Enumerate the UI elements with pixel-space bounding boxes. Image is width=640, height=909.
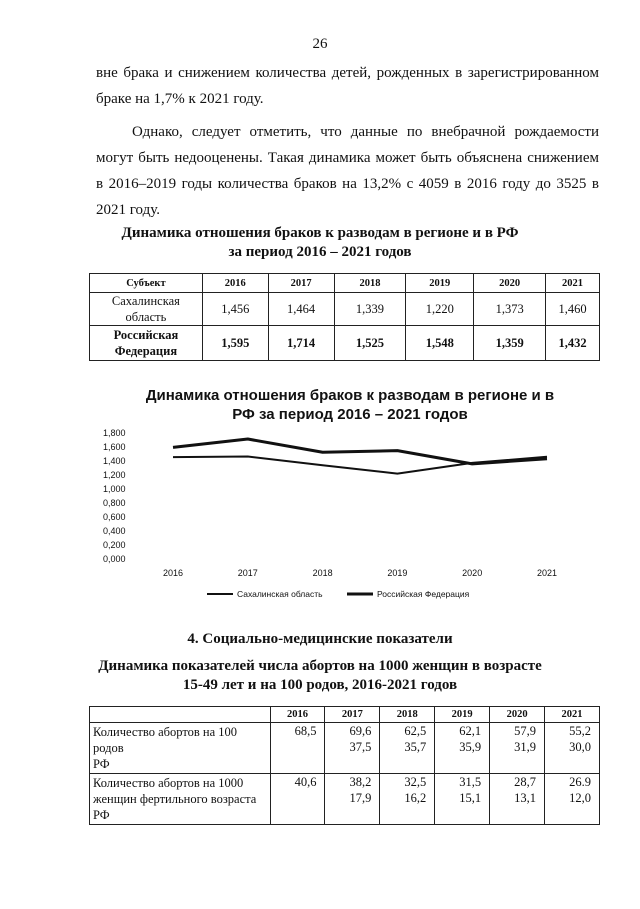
rf-value: 12,0 xyxy=(569,791,591,805)
region-value: 31,5 xyxy=(459,775,482,789)
rf-value xyxy=(271,790,317,806)
y-tick-label: 1,200 xyxy=(103,470,126,480)
value-cell: 1,220 xyxy=(406,293,474,326)
value-cell: 1,595 xyxy=(202,326,268,361)
header-year: 2016 xyxy=(202,274,268,293)
value-cell: 1,373 xyxy=(474,293,546,326)
page-number: 26 xyxy=(312,36,328,52)
rf-value: 17,9 xyxy=(349,791,372,805)
subject-line1: Сахалинская xyxy=(111,294,180,308)
region-value: 62,5 xyxy=(404,724,427,738)
header-year: 2018 xyxy=(380,707,435,723)
series-line xyxy=(173,439,547,464)
value-cell xyxy=(380,723,435,774)
value-cell xyxy=(270,723,325,774)
header-year: 2019 xyxy=(435,707,490,723)
x-tick-label: 2020 xyxy=(462,568,483,578)
y-tick-label: 1,800 xyxy=(103,428,126,438)
chart-title-line1: Динамика отношения браков к разводам в регионе и в xyxy=(145,387,555,404)
x-tick-label: 2017 xyxy=(237,568,258,578)
header-year: 2020 xyxy=(490,707,545,723)
value-cell: 1,359 xyxy=(474,326,546,361)
value-cell xyxy=(435,774,490,825)
marriage-divorce-ratio-table xyxy=(89,273,600,361)
table-header-row xyxy=(90,707,600,723)
rf-value: 13,1 xyxy=(514,791,537,805)
value-cell xyxy=(325,774,380,825)
rf-value xyxy=(271,739,317,755)
paragraph-intro: вне брака и снижением количества детей, рожденных в зарегистрированном браке на 1,7% к 2021 году. xyxy=(96,65,599,107)
x-tick-label: 2021 xyxy=(536,568,558,578)
label-line3: РФ xyxy=(93,808,110,822)
header-year: 2021 xyxy=(545,707,600,723)
region-value: 57,9 xyxy=(514,724,537,738)
region-value: 32,5 xyxy=(404,775,427,789)
marriage-divorce-chart xyxy=(95,376,605,608)
chart-title-line2: РФ за период 2016 – 2021 годов xyxy=(232,406,468,423)
value-cell: 1,339 xyxy=(334,293,406,326)
rf-value: 31,9 xyxy=(514,740,537,754)
label-line2: родов xyxy=(93,741,124,755)
y-tick-label: 1,400 xyxy=(103,456,126,466)
y-tick-label: 0,800 xyxy=(103,498,126,508)
label-line1: Количество абортов на 100 xyxy=(93,725,238,739)
label-line1: Количество абортов на 1000 xyxy=(93,776,244,790)
chart-plot-area xyxy=(95,376,605,608)
label-line2: женщин фертильного возраста xyxy=(93,792,257,806)
value-cell: 1,525 xyxy=(334,326,406,361)
table-header-row xyxy=(90,274,600,293)
abortion-indicators-table xyxy=(89,706,600,825)
rf-value: 15,1 xyxy=(459,791,482,805)
value-cell: 1,456 xyxy=(202,293,268,326)
row-subject xyxy=(90,326,203,361)
x-tick-label: 2016 xyxy=(162,568,184,578)
value-cell: 1,460 xyxy=(546,293,600,326)
value-cell xyxy=(325,723,380,774)
table2-title-line2: 15-49 лет и на 100 родов, 2016-2021 годов xyxy=(182,677,458,693)
x-tick-label: 2019 xyxy=(387,568,408,578)
region-value: 28,7 xyxy=(514,775,537,789)
rf-value: 16,2 xyxy=(404,791,427,805)
header-year: 2017 xyxy=(325,707,380,723)
header-year: 2019 xyxy=(406,274,474,293)
legend-label: Сахалинская область xyxy=(237,589,323,599)
region-value: 40,6 xyxy=(294,775,317,789)
rf-value: 35,9 xyxy=(459,740,482,754)
header-year: 2018 xyxy=(334,274,406,293)
table-row-abortions-per-100-births xyxy=(90,723,600,774)
value-cell: 1,432 xyxy=(546,326,600,361)
header-year: 2020 xyxy=(474,274,546,293)
region-value: 26.9 xyxy=(569,775,591,789)
header-year: 2016 xyxy=(270,707,325,723)
value-cell: 1,464 xyxy=(268,293,334,326)
section4-title: 4. Социально-медицинские показатели xyxy=(187,631,453,647)
x-tick-label: 2018 xyxy=(312,568,333,578)
table-row-sakhalin xyxy=(90,293,600,326)
region-value: 55,2 xyxy=(569,724,591,738)
header-year: 2021 xyxy=(546,274,600,293)
y-tick-label: 1,000 xyxy=(103,484,126,494)
rf-value: 30,0 xyxy=(569,740,591,754)
table1-title xyxy=(0,224,640,262)
value-cell xyxy=(435,723,490,774)
value-cell xyxy=(545,774,600,825)
series-line xyxy=(173,457,547,474)
rf-value: 35,7 xyxy=(404,740,427,754)
table1-title-line2: за период 2016 – 2021 годов xyxy=(228,244,412,260)
y-tick-label: 0,400 xyxy=(103,526,126,536)
table2-title-line1: Динамика показателей числа абортов на 1000 женщин в возрасте xyxy=(98,658,542,674)
region-value: 69,6 xyxy=(349,724,372,738)
header-year: 2017 xyxy=(268,274,334,293)
header-subject: Субъект xyxy=(90,274,203,293)
value-cell xyxy=(270,774,325,825)
value-cell xyxy=(490,774,545,825)
y-tick-label: 0,200 xyxy=(103,540,126,550)
table-row-russia xyxy=(90,326,600,361)
value-cell: 1,548 xyxy=(406,326,474,361)
subject-line2: Федерация xyxy=(114,344,178,358)
paragraph-underestimation: Однако, следует отметить, что данные по внебрачной рождаемости могут быть недооценены. Такая динамика может быть объяснена снижением в 2016–2019 годы количества браков на 13,2% с 4059 в 2016 году до 3525 в 2021 году. xyxy=(96,124,599,218)
label-line3: РФ xyxy=(93,757,110,771)
y-tick-label: 0,000 xyxy=(103,554,126,564)
subject-line1: Российская xyxy=(113,328,179,342)
region-value: 68,5 xyxy=(294,724,317,738)
subject-line2: область xyxy=(125,310,167,324)
region-value: 38,2 xyxy=(349,775,372,789)
row-label xyxy=(90,723,271,774)
table2-title xyxy=(0,657,640,695)
y-tick-label: 0,600 xyxy=(103,512,126,522)
rf-value: 37,5 xyxy=(349,740,372,754)
legend-label: Российская Федерация xyxy=(377,589,470,599)
header-blank xyxy=(90,707,271,723)
table-row-abortions-per-1000-women xyxy=(90,774,600,825)
value-cell xyxy=(380,774,435,825)
row-label xyxy=(90,774,271,825)
table1-title-line1: Динамика отношения браков к разводам в регионе и в РФ xyxy=(121,225,519,241)
value-cell xyxy=(545,723,600,774)
region-value: 62,1 xyxy=(459,724,482,738)
value-cell: 1,714 xyxy=(268,326,334,361)
y-tick-label: 1,600 xyxy=(103,442,126,452)
value-cell xyxy=(490,723,545,774)
row-subject xyxy=(90,293,203,326)
